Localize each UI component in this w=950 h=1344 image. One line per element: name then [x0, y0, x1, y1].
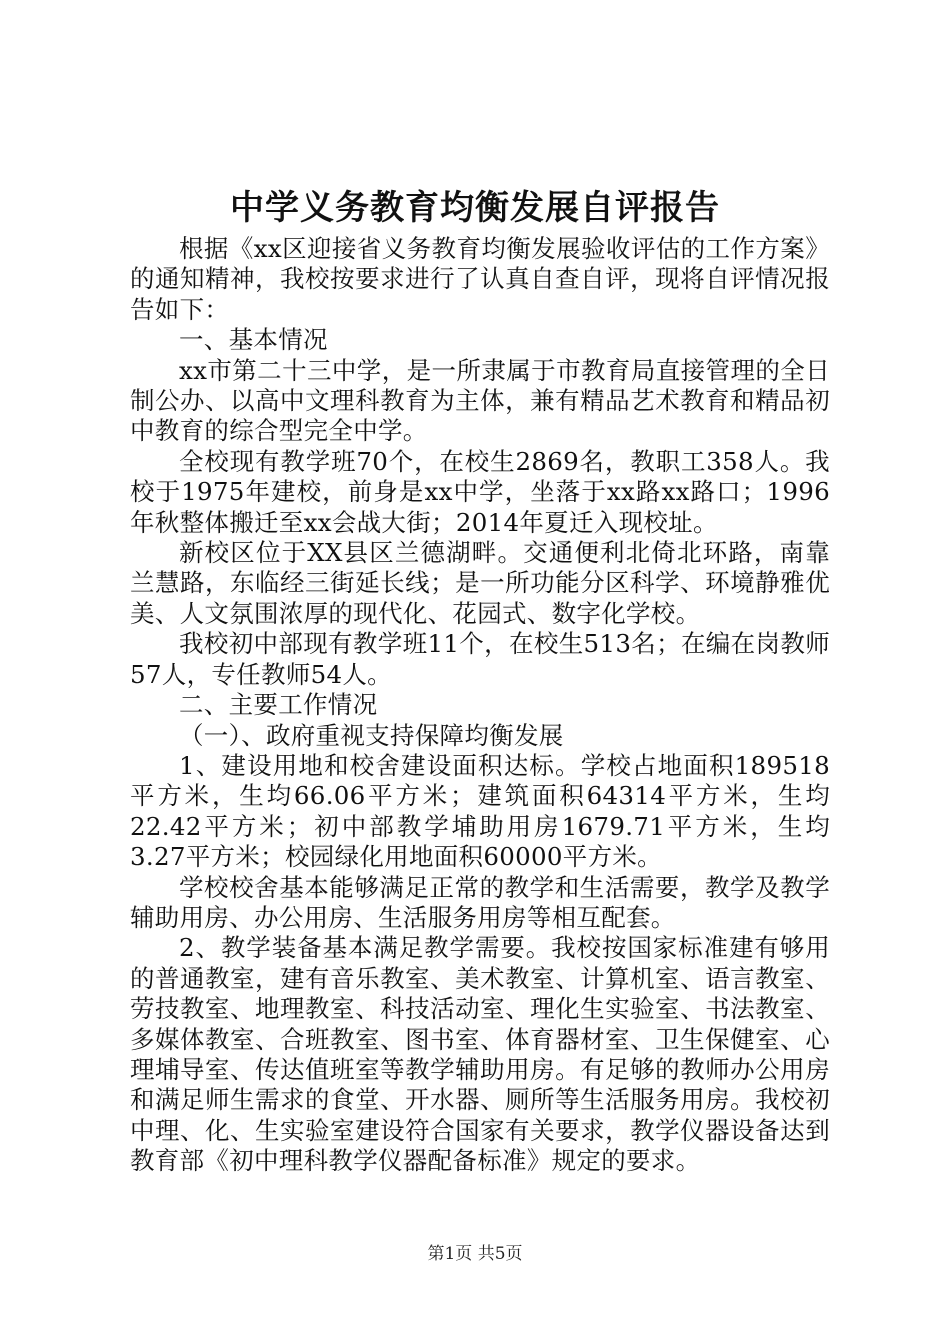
paragraph-new-campus: 新校区位于XX县区兰德湖畔。交通便利北倚北环路，南靠兰慧路，东临经三街延长线；是一所功能分区科学、环境静雅优美、人文氛围浓厚的现代化、花园式、数字化学校。 [130, 538, 830, 628]
document-body [130, 234, 830, 1177]
page-number: 第1页 共5页 [427, 1244, 523, 1264]
paragraph-intro: 根据《xx区迎接省义务教育均衡发展验收评估的工作方案》的通知精神，我校按要求进行了认真自查自评，现将自评情况报告如下： [130, 234, 830, 324]
section-heading-main-work: 二、主要工作情况 [179, 690, 378, 720]
subsection-heading-government-support: （一）、政府重视支持保障均衡发展 [179, 720, 564, 750]
paragraph-school-history: 全校现有教学班70个，在校生2869名，教职工358人。我校于1975年建校，前身是xx中学，坐落于xx路xx路口；1996年秋整体搬迁至xx会战大街；2014年夏迁入现校址。 [130, 446, 830, 537]
paragraph-junior-section: 我校初中部现有教学班11个，在校生513名；在编在岗教师57人，专任教师54人。 [130, 629, 830, 689]
document-title: 中学义务教育均衡发展自评报告 [230, 188, 720, 228]
paragraph-facilities-supporting: 学校校舍基本能够满足正常的教学和生活需要，教学及教学辅助用房、办公用房、生活服务用房等相互配套。 [130, 872, 830, 932]
paragraph-land-and-buildings: 1、建设用地和校舍建设面积达标。学校占地面积189518平方米，生均66.06平方米；建筑面积64314平方米，生均22.42平方米；初中部教学埔助用房1679.71平方米，生均3.27平方米；校园绿化用地面积60000平方米。 [130, 750, 830, 872]
paragraph-teaching-equipment: 2、教学装备基本满足教学需要。我校按国家标准建有够用的普通教室，建有音乐教室、美术教室、计算机室、语言教室、劳技教室、地理教室、科技活动室、理化生实验室、书法教室、多媒体教室、合班教室、图书室、体育器材室、卫生保健室、心理埔导室、传达值班室等教学辅助用房。有足够的教师办公用房和满足师生需求的食堂、开水器、厕所等生活服务用房。我校初中理、化、生实验室建设符合国家有关要求，教学仪器设备达到教育部《初中理科教学仪器配备标准》规定的要求。 [130, 933, 830, 1176]
section-heading-basic-info: 一、基本情况 [179, 325, 328, 355]
paragraph-school-overview: xx市第二十三中学，是一所隶属于市教育局直接管理的全日制公办、以高中文理科教育为主体，兼有精品艺术教育和精品初中教育的综合型完全中学。 [130, 355, 830, 446]
